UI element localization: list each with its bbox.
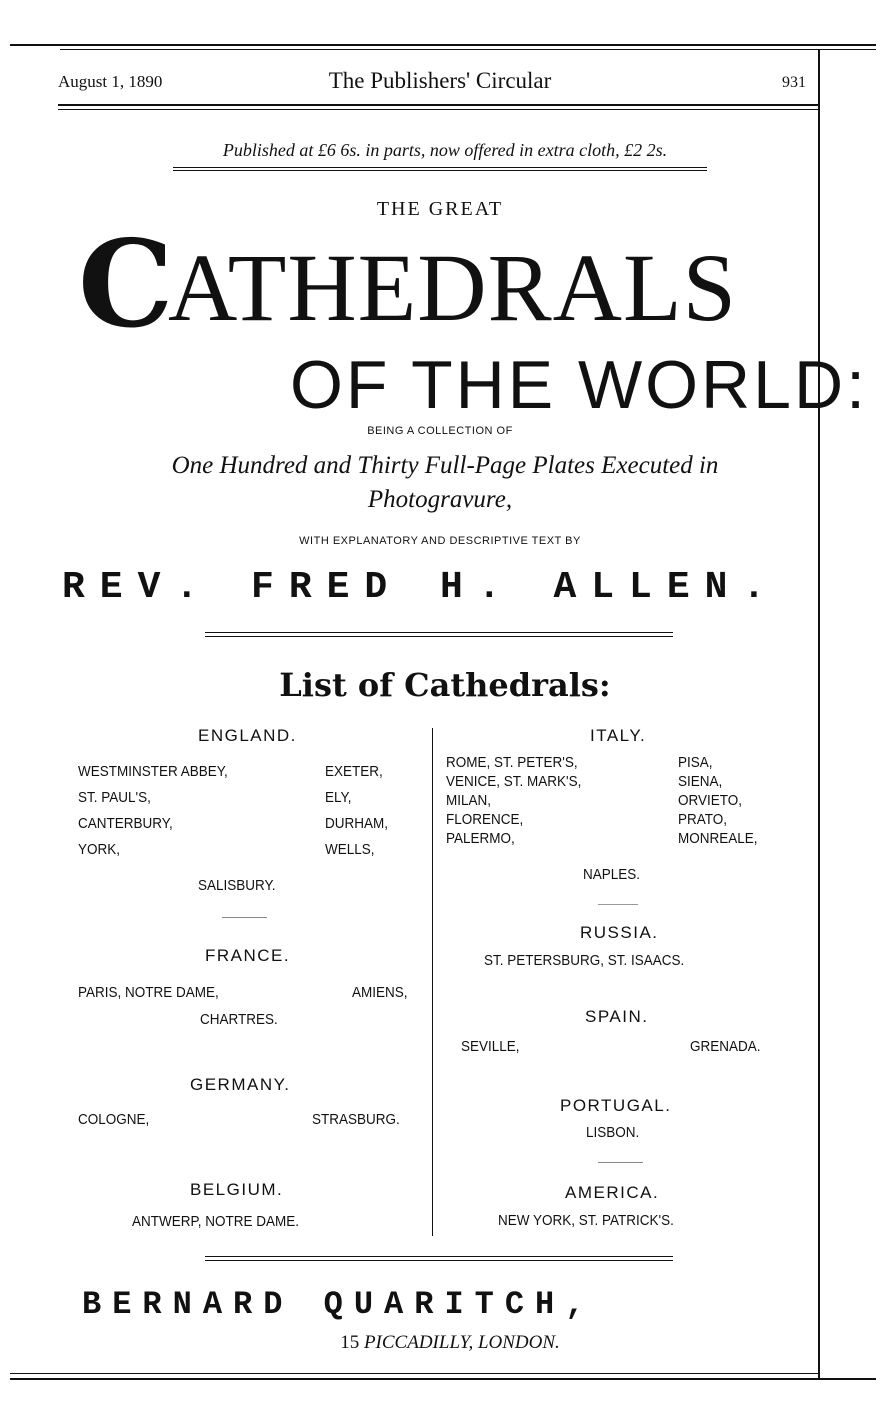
- list-item: VENICE, ST. MARK'S,: [446, 773, 582, 790]
- italy-last: NAPLES.: [583, 866, 641, 883]
- italy-col1: [446, 753, 581, 848]
- publisher-address: [240, 1332, 660, 1354]
- list-item: PALERMO,: [446, 830, 515, 847]
- england-last: SALISBURY.: [198, 877, 276, 894]
- divider-lower: [205, 1256, 673, 1257]
- spain-heading: SPAIN.: [585, 1007, 649, 1026]
- title-of-the-world: OF THE WORLD:: [290, 347, 868, 423]
- france-last: CHARTRES.: [200, 1011, 278, 1028]
- the-great: THE GREAT: [376, 198, 504, 220]
- address-street: PICCADILLY, LONDON.: [363, 1332, 560, 1353]
- column-divider: [432, 728, 433, 1236]
- divider-england: [222, 917, 267, 918]
- list-heading: List of Cathedrals:: [279, 666, 611, 704]
- germany-right: STRASBURG.: [312, 1111, 400, 1128]
- list-item: FLORENCE,: [446, 811, 524, 828]
- page-number: 931: [782, 74, 806, 91]
- plates-line-2: Photogravure,: [367, 486, 513, 513]
- france-right: AMIENS,: [352, 984, 408, 1001]
- bottom-border-thin: [10, 1373, 818, 1374]
- list-item: YORK,: [78, 841, 121, 858]
- italy-col2: [678, 753, 758, 848]
- price-line-underline: [173, 167, 707, 168]
- header-title: The Publishers' Circular: [328, 68, 552, 93]
- top-border-thick: [10, 44, 876, 46]
- title-initial: C: [78, 214, 174, 355]
- england-col1: [78, 759, 228, 863]
- list-item: PISA,: [678, 754, 713, 771]
- france-left: PARIS, NOTRE DAME,: [78, 984, 219, 1001]
- being-collection: BEING A COLLECTION OF: [367, 425, 513, 437]
- england-heading: ENGLAND.: [198, 726, 297, 745]
- germany-heading: GERMANY.: [190, 1075, 291, 1094]
- list-item: MILAN,: [446, 792, 492, 809]
- list-item: PRATO,: [678, 811, 728, 828]
- header-underline-thin: [58, 109, 820, 110]
- right-border: [818, 50, 820, 1380]
- divider-lower-2: [205, 1260, 673, 1261]
- price-line: Published at £6 6s. in parts, now offered in extra cloth, £2 2s.: [222, 140, 668, 160]
- header-date: August 1, 1890: [58, 72, 163, 91]
- top-border-thin: [60, 49, 876, 50]
- title-cathedrals: ATHEDRALS: [168, 234, 738, 341]
- america-heading: AMERICA.: [565, 1183, 660, 1202]
- america-item: NEW YORK, ST. PATRICK'S.: [498, 1212, 674, 1229]
- list-item: CANTERBURY,: [78, 815, 173, 832]
- list-item: WELLS,: [325, 841, 375, 858]
- plates-line-1: One Hundred and Thirty Full-Page Plates Executed in: [171, 452, 719, 479]
- header-underline: [58, 104, 820, 106]
- bottom-border-thick: [10, 1378, 876, 1380]
- address-number: 15: [340, 1332, 360, 1353]
- list-item: EXETER,: [325, 763, 383, 780]
- belgium-heading: BELGIUM.: [190, 1180, 284, 1199]
- list-item: ROME, ST. PETER'S,: [446, 754, 578, 771]
- list-item: WESTMINSTER ABBEY,: [78, 763, 228, 780]
- england-col2: [325, 759, 388, 863]
- list-item: ELY,: [325, 789, 352, 806]
- price-line-underline-2: [173, 170, 707, 171]
- belgium-item: ANTWERP, NOTRE DAME.: [132, 1213, 300, 1230]
- divider-portugal: [598, 1162, 643, 1163]
- list-item: DURHAM,: [325, 815, 388, 832]
- author-name: REV. FRED H. ALLEN.: [62, 566, 781, 609]
- portugal-heading: PORTUGAL.: [560, 1096, 672, 1115]
- spain-right: GRENADA.: [690, 1038, 761, 1055]
- list-item: SIENA,: [678, 773, 723, 790]
- italy-heading: ITALY.: [590, 726, 647, 745]
- spain-left: SEVILLE,: [461, 1038, 520, 1055]
- france-heading: FRANCE.: [205, 946, 291, 965]
- russia-item: ST. PETERSBURG, ST. ISAACS.: [484, 952, 685, 969]
- portugal-item: LISBON.: [586, 1124, 640, 1141]
- list-item: ST. PAUL'S,: [78, 789, 151, 806]
- germany-left: COLOGNE,: [78, 1111, 150, 1128]
- divider-upper: [205, 632, 673, 633]
- with-explanatory: WITH EXPLANATORY AND DESCRIPTIVE TEXT BY: [299, 535, 581, 547]
- publisher-name: BERNARD QUARITCH,: [82, 1286, 596, 1323]
- list-item: MONREALE,: [678, 830, 758, 847]
- divider-upper-2: [205, 636, 673, 637]
- russia-heading: RUSSIA.: [580, 923, 659, 942]
- list-item: ORVIETO,: [678, 792, 743, 809]
- divider-italy: [598, 904, 638, 905]
